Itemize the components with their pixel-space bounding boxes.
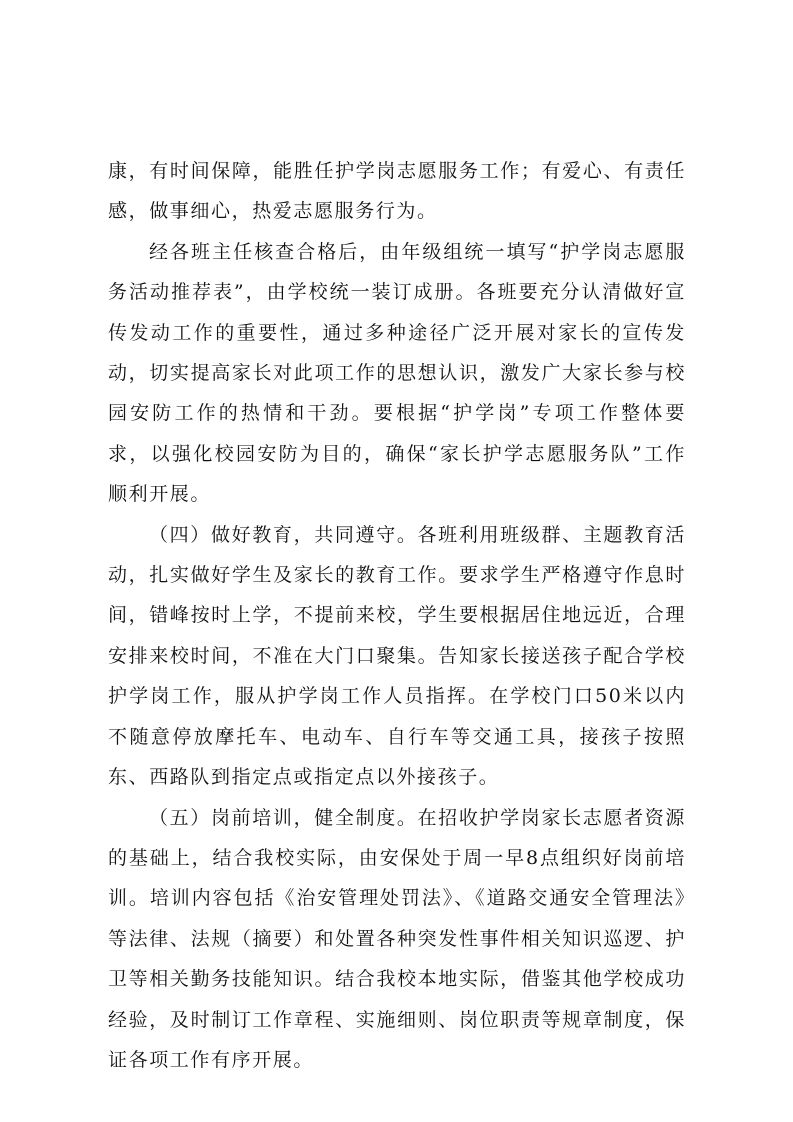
- paragraph-education: （四）做好教育，共同遵守。各班利用班级群、主题教育活动，扎实做好学生及家长的教育工作。要求学生严格遵守作息时间，错峰按时上学，不提前来校，学生要根据居住地远近，合理安排来校时间，不准在大门口聚集。告知家长接送孩子配合学校护学岗工作，服从护学岗工作人员指挥。在学校门口50米以内不随意停放摩托车、电动车、自行车等交通工具，接孩子按照东、西路队到指定点或指定点以外接孩子。: [108, 523, 686, 789]
- document-body: [108, 151, 686, 1080]
- paragraph-training: （五）岗前培训，健全制度。在招收护学岗家长志愿者资源的基础上，结合我校实际，由安保处于周一早8点组织好岗前培训。培训内容包括《治安管理处罚法》、《道路交通安全管理法》等法律、法规（摘要）和处置各种突发性事件相关知识巡逻、护卫等相关勤务技能知识。结合我校本地实际，借鉴其他学校成功经验，及时制订工作章程、实施细则、岗位职责等规章制度，保证各项工作有序开展。: [108, 806, 686, 1071]
- paragraph-continuation: 康，有时间保障，能胜任护学岗志愿服务工作；有爱心、有责任感，做事细心，热爱志愿服务行为。: [108, 160, 686, 223]
- paragraph-recommendation-form: 经各班主任核查合格后，由年级组统一填写“护学岗志愿服务活动推荐表”，由学校统一装订成册。各班要充分认清做好宣传发动工作的重要性，通过多种途径广泛开展对家长的宣传发动，切实提高家长对此项工作的思想认识，激发广大家长参与校园安防工作的热情和干劲。要根据“护学岗”专项工作整体要求，以强化校园安防为目的，确保“家长护学志愿服务队”工作顺利开展。: [108, 240, 686, 506]
